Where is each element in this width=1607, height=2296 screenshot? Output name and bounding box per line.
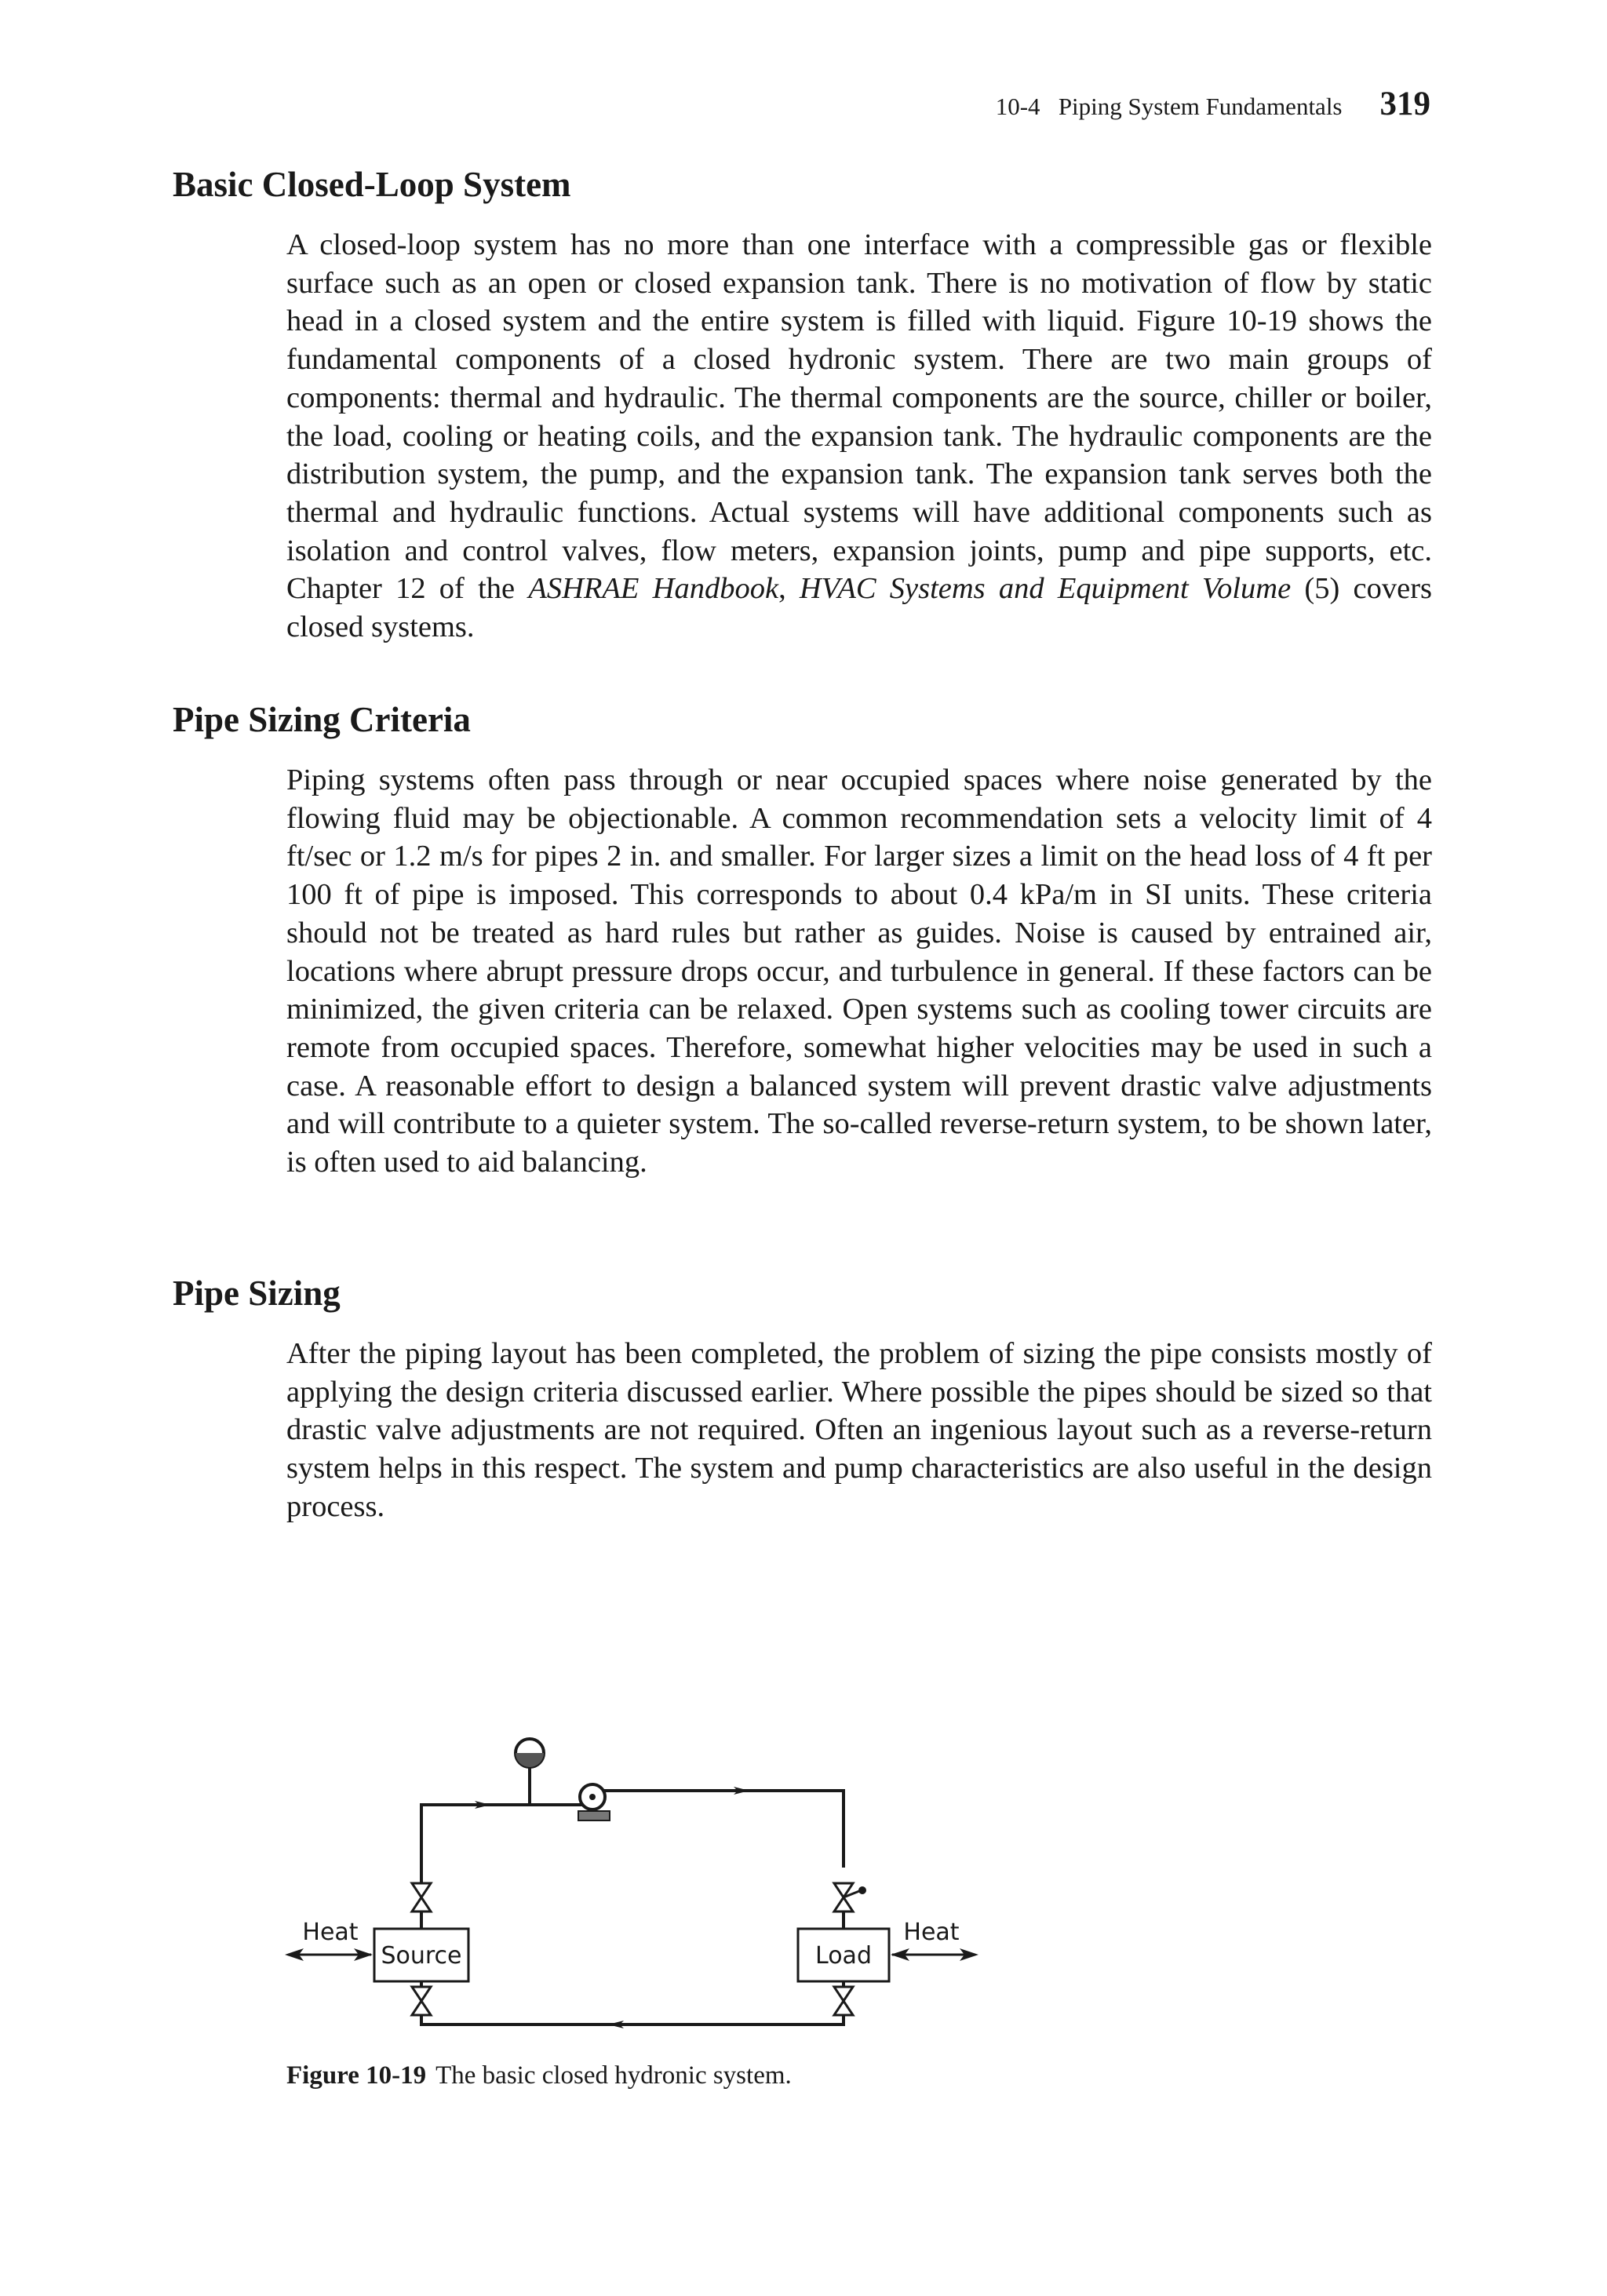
heat-label-right: Heat bbox=[903, 1919, 960, 1946]
source-label: Source bbox=[381, 1942, 462, 1970]
heat-arrow-right bbox=[891, 1948, 978, 1961]
paragraph-text: A closed-loop system has no more than one interface with a compressible gas or flexible surface such as an open or closed expansion tank. There is no motivation of flow by static head in a closed system and the entire system is filled with liquid. Figure 10-19 shows the fundamental components of a closed hydronic system. There are two main groups of components: thermal and hydraulic. The thermal components are the source, chiller or boiler, the load, cooling or heating coils, and the expansion tank. The hydraulic components are the distribution system, the pump, and the expansion tank. The expansion tank serves both the thermal and hydraulic functions. Actual systems will have additional components such as isolation and control valves, flow meters, expansion joints, pump and pipe supports, etc. Chapter 12 of the bbox=[286, 228, 1432, 606]
page-number: 319 bbox=[1379, 86, 1430, 122]
reference-title-ashrae-handbook: ASHRAE Handbook bbox=[528, 572, 779, 606]
section-heading-basic-closed-loop: Basic Closed-Loop System bbox=[173, 165, 571, 204]
figure-number: Figure 10-19 bbox=[286, 2061, 427, 2090]
section-paragraph-basic-closed-loop bbox=[286, 226, 1432, 647]
hydronic-system-diagram bbox=[279, 1734, 985, 2048]
section-paragraph-pipe-sizing: After the piping layout has been completed, the problem of sizing the pipe consists mostly of applying the design criteria discussed earlier. Where possible the pipes should be sized so that drastic valve adjustments are not required. Often an ingenious layout such as a reverse-return system helps in this respect. The system and pump characteristics are also useful in the design process. bbox=[286, 1337, 1432, 1523]
supply-pipe-after-pump bbox=[599, 1791, 844, 1868]
running-head-section: 10-4 bbox=[995, 93, 1040, 120]
reference-title-hvac-volume: HVAC Systems and Equipment Volume bbox=[799, 572, 1292, 606]
valve-source-supply bbox=[412, 1883, 431, 1912]
running-head-chapter-title: Piping System Fundamentals bbox=[1058, 93, 1343, 120]
section-heading-pipe-sizing-criteria: Pipe Sizing Criteria bbox=[173, 700, 471, 739]
section-paragraph-pipe-sizing-criteria: Piping systems often pass through or near occupied spaces where noise generated by the flowing fluid may be objectionable. A common recommendation sets a velocity limit of 4 ft/sec or 1.2 m/s for pipes 2 in. and smaller. For larger sizes a limit on the head loss of 4 ft per 100 ft of pipe is imposed. This corresponds to about 0.4 kPa/m in SI units. These criteria should not be treated as hard rules but rather as guides. Noise is caused by entrained air, locations where abrupt pressure drops occur, and turbulence in general. If these factors can be minimized, the given criteria can be relaxed. Open systems such as cooling tower circuits are remote from occupied spaces. Therefore, somewhat higher velocities may be used in such a case. A reasonable effort to design a balanced system will prevent drastic valve adjustments and will contribute to a quieter system. The so-called reverse-return system, to be shown later, is often used to aid balancing. bbox=[286, 764, 1432, 1179]
valve-load-return bbox=[834, 1987, 853, 2015]
heat-label-left: Heat bbox=[302, 1919, 359, 1946]
paragraph-text-end: (5) covers closed systems. bbox=[286, 572, 1432, 644]
figure-caption-text: The basic closed hydronic system. bbox=[435, 2061, 792, 2090]
expansion-tank-icon bbox=[516, 1739, 544, 1767]
figure-caption bbox=[286, 2061, 792, 2090]
valve-source-return bbox=[412, 1987, 431, 2015]
supply-pipe bbox=[421, 1805, 577, 1868]
heat-arrow-left bbox=[285, 1948, 373, 1961]
load-label: Load bbox=[815, 1942, 872, 1970]
reference-separator: , bbox=[778, 572, 800, 606]
section-heading-pipe-sizing: Pipe Sizing bbox=[173, 1274, 341, 1313]
running-head bbox=[996, 85, 1430, 123]
running-head-title bbox=[996, 93, 1343, 121]
return-pipe bbox=[421, 2015, 844, 2024]
